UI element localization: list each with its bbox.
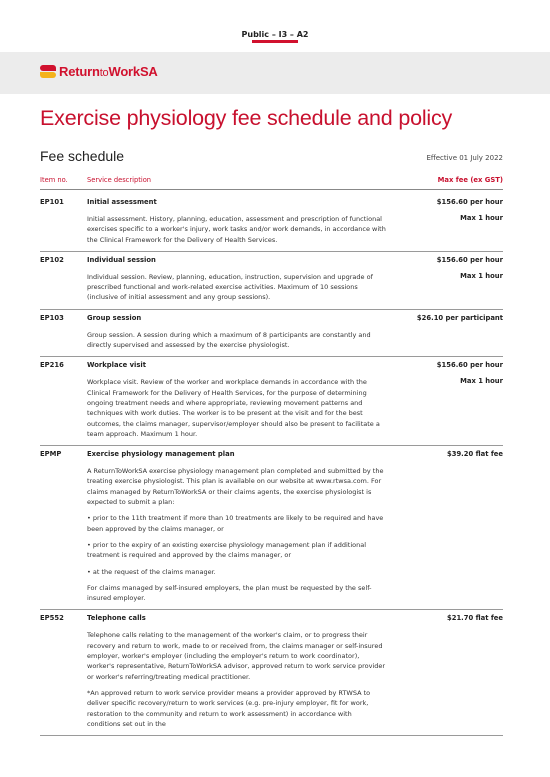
max-fee: $156.60 per hour	[436, 361, 503, 370]
description-paragraph: Group session. A session during which a maximum of 8 participants are constantly and directly supervised and assessed by the exercise physiologist.	[87, 330, 371, 350]
time-limit	[387, 466, 503, 603]
header-divider	[40, 189, 503, 190]
description-paragraph: • at the request of the claims manager.	[87, 567, 216, 576]
service-description	[87, 377, 387, 439]
max-fee: $156.60 per hour	[436, 198, 503, 206]
service-name: Individual session	[87, 255, 156, 264]
item-code: EP102	[40, 255, 64, 264]
classification-bar	[252, 40, 298, 43]
max-fee: $26.10 per participant	[416, 313, 503, 322]
service-description	[87, 214, 387, 245]
service-name: Group session	[87, 313, 142, 322]
time-limit: Max 1 hour	[460, 377, 503, 386]
service-name: Initial assessment	[87, 198, 157, 206]
column-header-fee: Max fee (ex GST)	[437, 176, 503, 184]
description-paragraph: Individual session. Review, planning, education, instruction, supervision and upgrade of prescribed functional and work-related exercise activities. Maximum of 10 sessions (inclusive of initial assessment and any group sessions).	[87, 272, 373, 302]
description-paragraph: Telephone calls relating to the management of the worker's claim, or to progress their recovery and return to work, made to or received from, the claims manager or self-insured employer, worker's employer (including the employer's return to work coordinator), worker's representative, ReturnToWorkSA advisor, approved return to work service provider or worker's referring/treating medical practitioner.	[87, 631, 386, 681]
item-code: EP103	[40, 313, 64, 322]
page-title: Exercise physiology fee schedule and policy	[40, 106, 453, 130]
description-paragraph: A ReturnToWorkSA exercise physiology management plan completed and submitted by the treating exercise physiologist. This plan is available on our website at www.rtwsa.com. For claims managed by ReturnToWorkSA or their claims agents, the exercise physiologist is expected to submit a plan:	[87, 467, 384, 507]
column-header-description: Service description	[87, 176, 152, 184]
section-title: Fee schedule	[40, 148, 125, 164]
max-fee: $39.20 flat fee	[446, 450, 503, 459]
description-paragraph: Workplace visit. Review of the worker and workplace demands in accordance with the Clinical Framework for the Delivery of Health Services, for the purpose of determining ongoing treatment needs and where appropriate, reviewing movement patterns and techniques with work duties. The worker is to be present at the visit and for the best outcomes, the claims manager, supervisor/employer should also be present to facilitate a team approach. Maximum 1 hour.	[87, 378, 380, 438]
item-code: EPMP	[40, 450, 62, 459]
description-paragraph: • prior to the expiry of an existing exercise physiology management plan if additional treatment is required and approved by the claims manager, or	[87, 540, 367, 560]
service-name: Exercise physiology management plan	[87, 450, 235, 459]
effective-date: Effective 01 July 2022	[426, 154, 503, 162]
service-description	[87, 630, 387, 729]
time-limit: Max 1 hour	[460, 271, 503, 280]
table-row	[40, 446, 503, 610]
description-paragraph: • prior to the 11th treatment if more than 10 treatments are likely to be required and have been approved by the claims manager, or	[87, 514, 384, 533]
item-code: EP101	[40, 198, 64, 206]
table-row	[40, 310, 503, 358]
classification-label: Public – I3 – A2	[241, 30, 309, 39]
max-fee: $156.60 per hour	[436, 255, 503, 264]
service-description	[87, 330, 387, 351]
time-limit: Max 1 hour	[460, 214, 503, 222]
logo-mark-icon	[40, 65, 56, 79]
time-limit	[387, 630, 503, 729]
table-row	[40, 357, 503, 446]
table-row	[40, 252, 503, 310]
fee-table	[40, 194, 503, 736]
logo-text: ReturntoWorkSA	[59, 64, 158, 79]
service-name: Telephone calls	[87, 614, 146, 623]
service-description	[87, 466, 387, 603]
description-paragraph: Initial assessment. History, planning, education, assessment and prescription of functional exercises specific to a worker's injury, work tasks and/or work demands, in accordance with the Clinical Framework for the Delivery of Health Services.	[87, 215, 386, 244]
table-row	[40, 194, 503, 252]
service-description	[87, 272, 387, 303]
column-header-item: Item no.	[40, 176, 68, 184]
table-row	[40, 610, 503, 736]
returntoworksa-logo	[40, 64, 158, 79]
time-limit	[387, 330, 503, 351]
service-name: Workplace visit	[87, 361, 146, 370]
item-code: EP552	[40, 614, 64, 623]
description-paragraph: *An approved return to work service provider means a provider approved by RTWSA to deliver specific recovery/return to work services (e.g. pre-injury employer, fit for work, restoration to the community and return to work assessment) in accordance with conditions set out in the	[87, 688, 371, 728]
item-code: EP216	[40, 361, 64, 370]
max-fee: $21.70 flat fee	[446, 614, 503, 623]
description-paragraph: For claims managed by self-insured employers, the plan must be requested by the self-insured employer.	[87, 583, 372, 603]
